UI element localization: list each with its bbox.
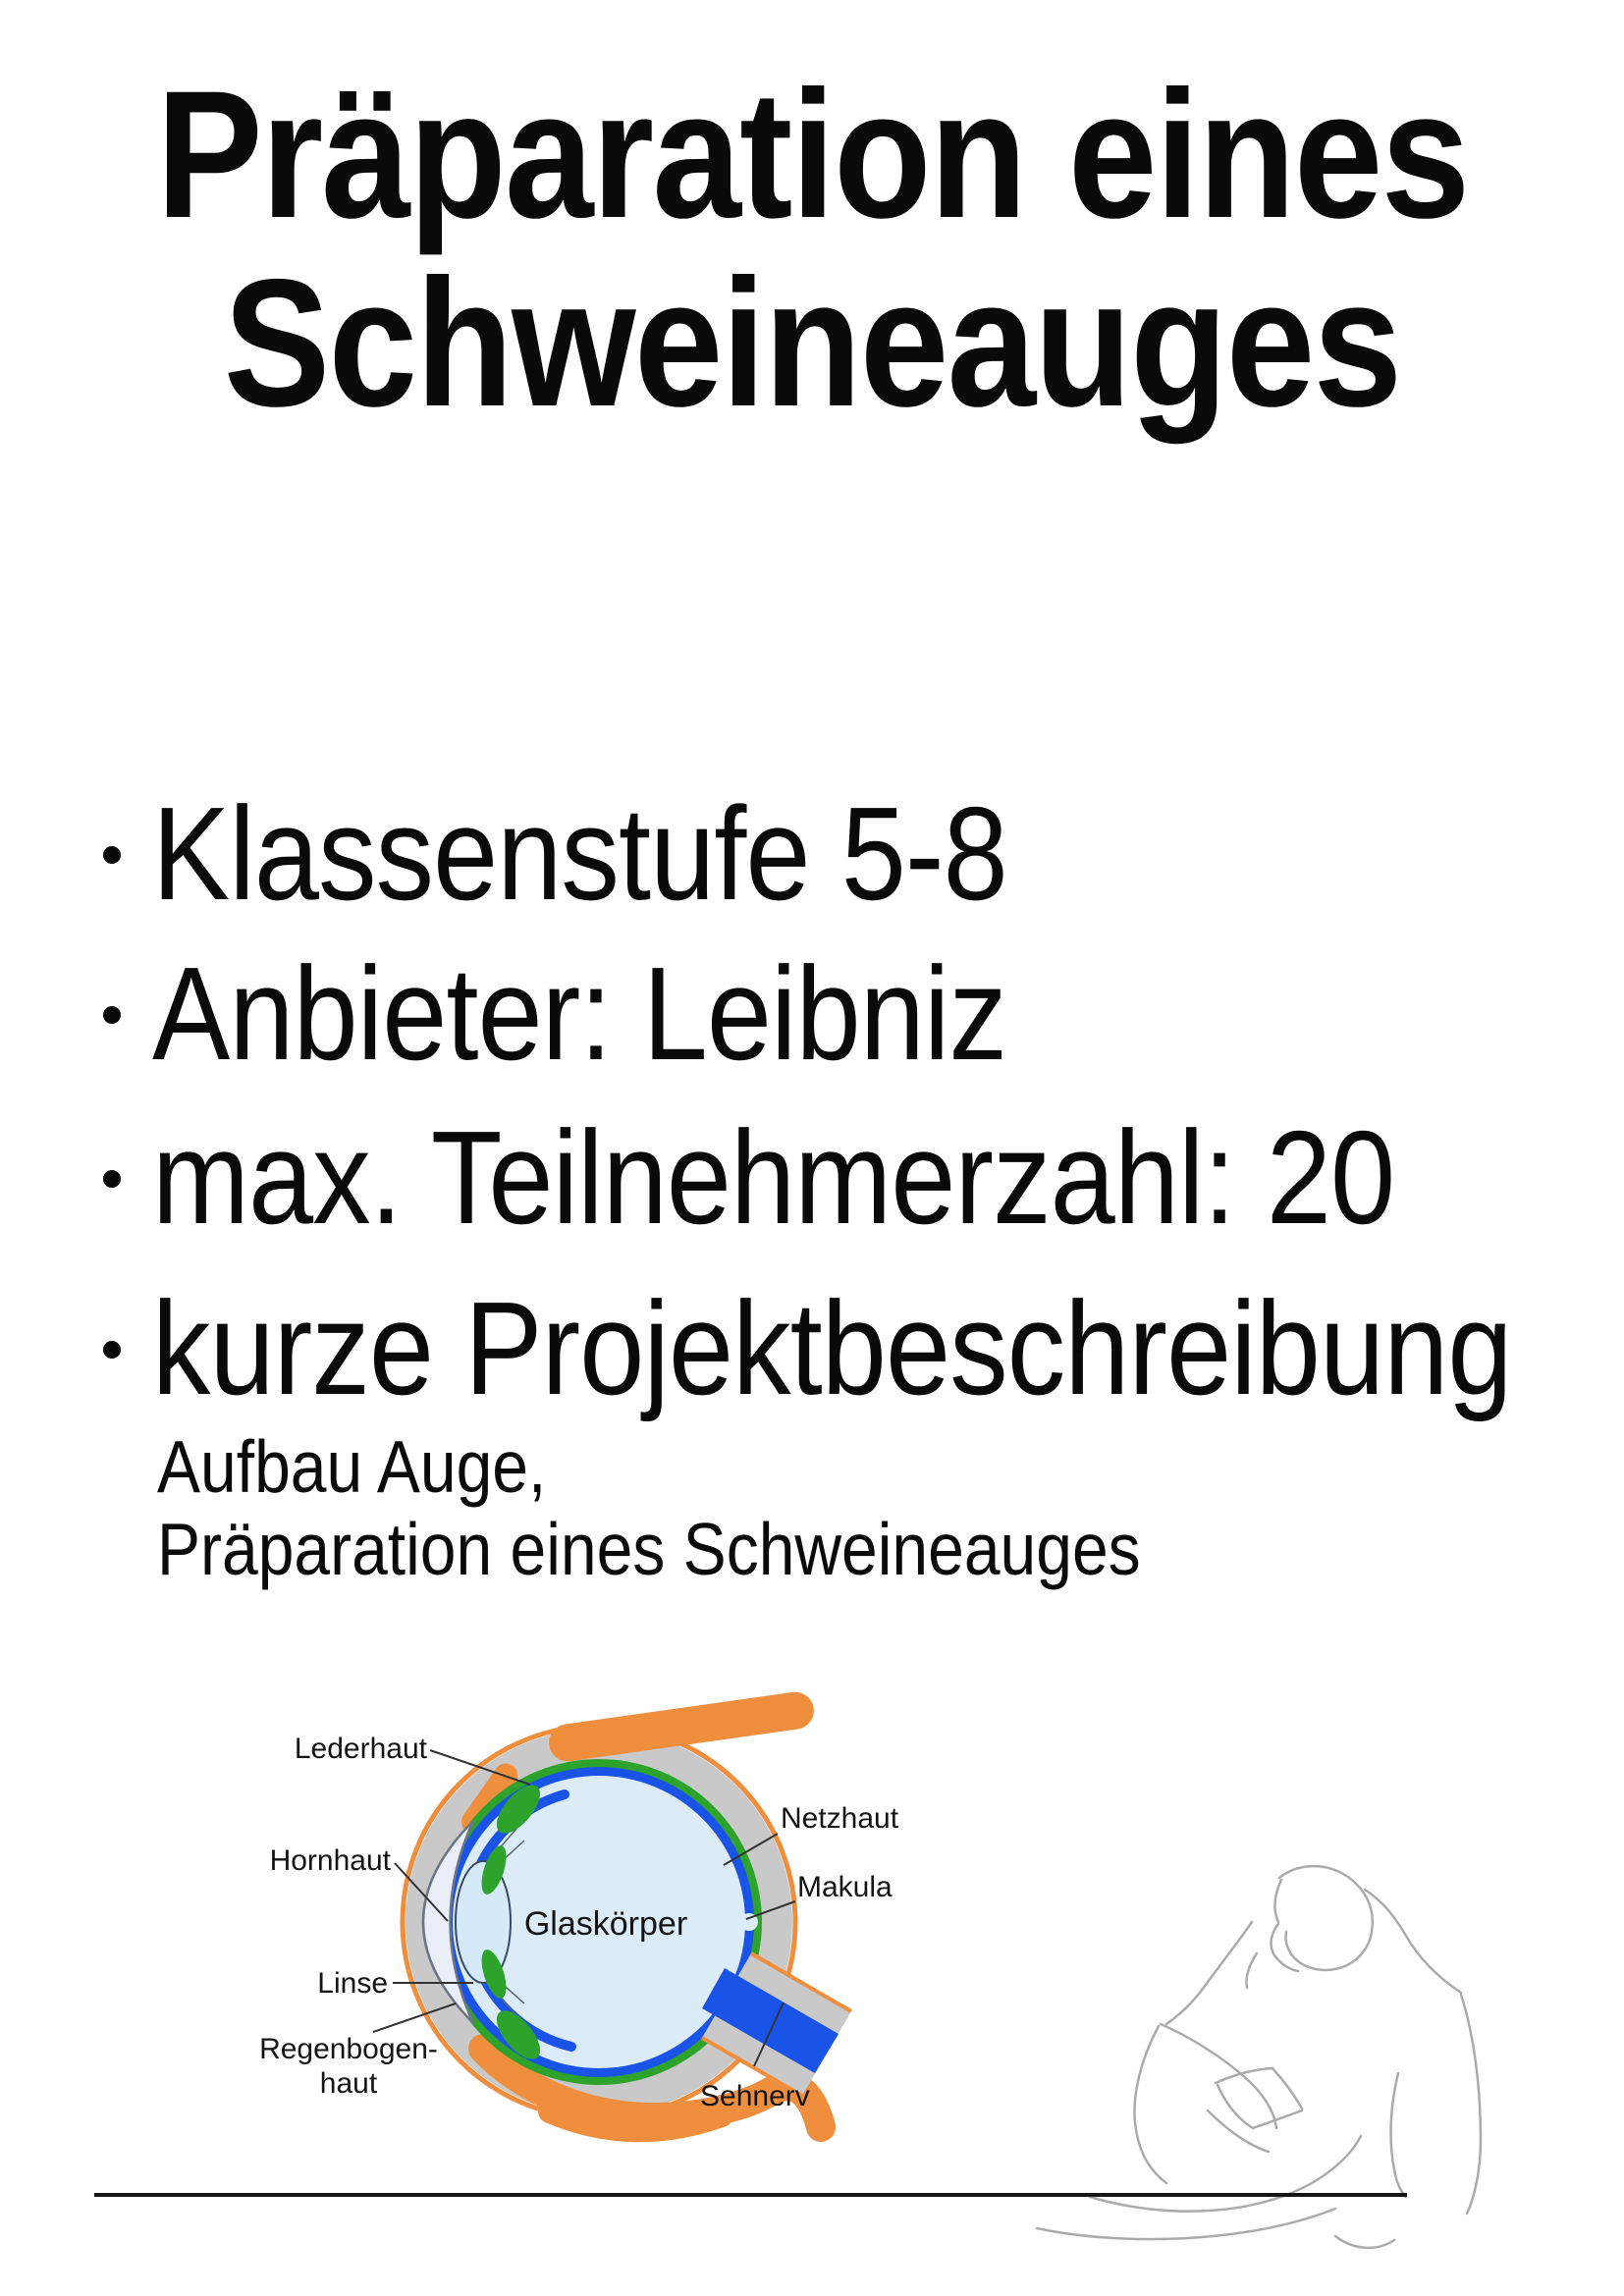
description-line-2: Präparation eines Schweineauges (157, 1508, 1141, 1590)
label-netzhaut: Netzhaut (781, 1802, 899, 1835)
page-title-line2: Schweineauges (223, 242, 1401, 445)
bottom-divider-line (94, 2193, 1407, 2197)
page-title-line1: Präparation eines (155, 54, 1469, 256)
bullet-label: Anbieter: Leibniz (152, 939, 1007, 1088)
bullet-label: Klassenstufe 5-8 (152, 779, 1007, 928)
eye-anatomy-diagram (226, 1683, 913, 2145)
bullet-item-anbieter (0, 941, 1624, 1087)
label-regenbogenhaut-1: Regenbogen- (259, 2033, 438, 2065)
sketch-strokes (1037, 1866, 1481, 2248)
label-sehnerv: Sehnerv (700, 2080, 810, 2112)
label-lederhaut: Lederhaut (294, 1733, 427, 1765)
bullet-item-teilnehmerzahl (0, 1105, 1624, 1251)
page-title (0, 54, 1624, 445)
bullet-marker (103, 1006, 121, 1024)
bullet-label: kurze Projektbeschreibung (152, 1274, 1512, 1422)
bullet-item-projektbeschreibung (0, 1276, 1624, 1421)
bullet-marker (103, 1170, 121, 1188)
label-linse: Linse (317, 1967, 388, 2000)
bullet-label: max. Teilnehmerzahl: 20 (152, 1103, 1395, 1252)
bullet-marker (103, 846, 121, 864)
label-glaskoerper: Glaskörper (523, 1905, 688, 1943)
label-regenbogenhaut-2: haut (319, 2067, 378, 2100)
description-line-1: Aufbau Auge, (157, 1425, 547, 1508)
label-makula: Makula (797, 1871, 893, 1903)
bullet-marker (103, 1341, 121, 1359)
bullet-item-klassenstufe (0, 781, 1624, 927)
label-hornhaut: Hornhaut (269, 1844, 391, 1877)
reading-person-sketch-icon (1031, 1816, 1624, 2296)
